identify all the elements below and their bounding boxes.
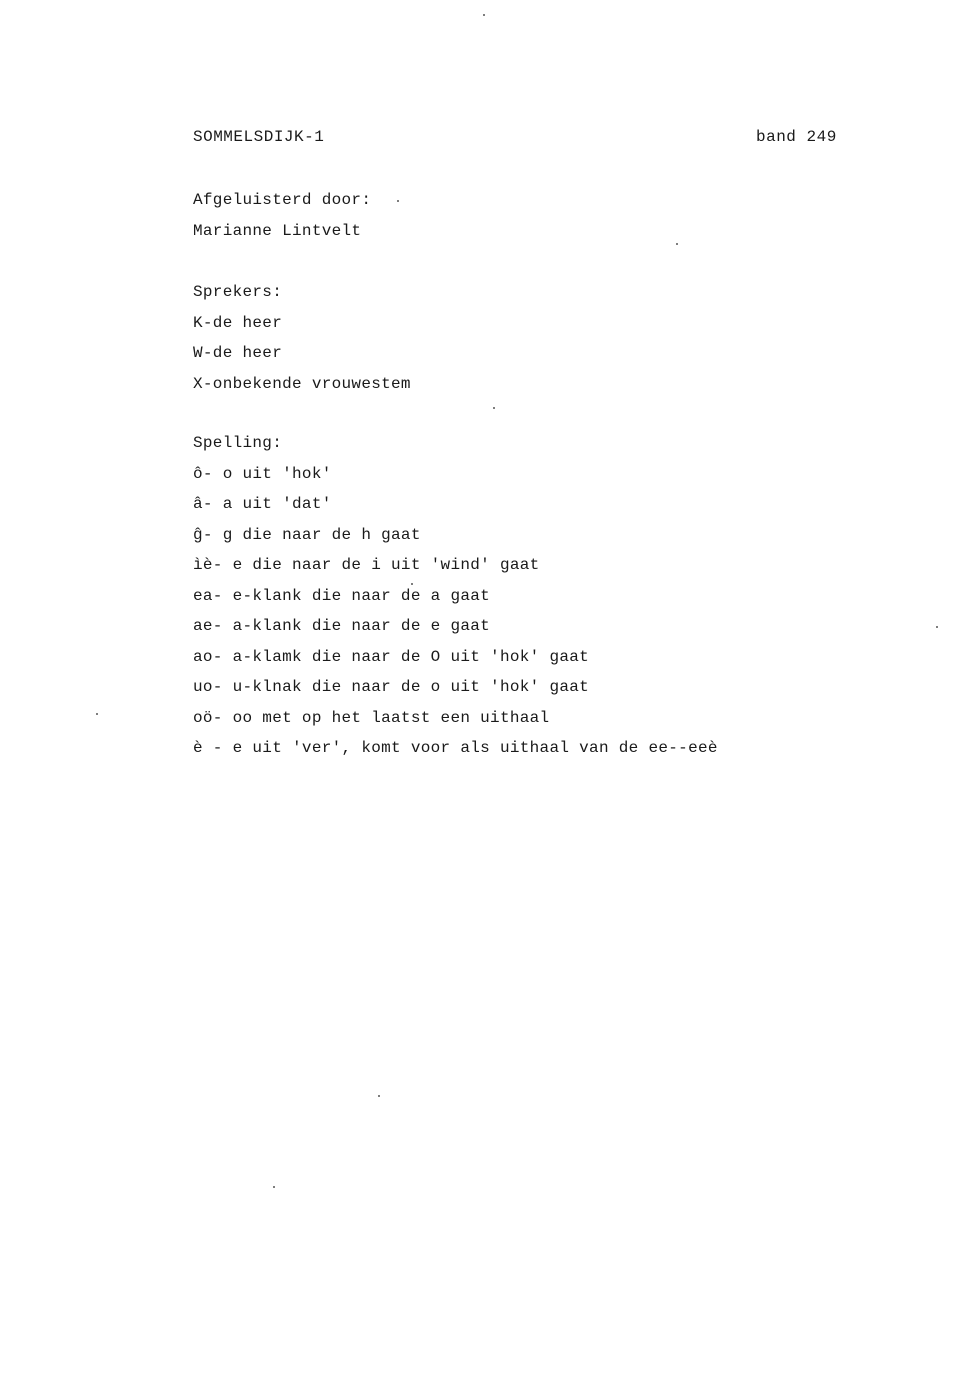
spelling-item: ae- a-klank die naar de e gaat: [193, 617, 491, 635]
document-title: SOMMELSDIJK-1: [193, 128, 325, 146]
scan-speck: [273, 1186, 275, 1188]
spelling-item: ao- a-klamk die naar de O uit 'hok' gaat: [193, 647, 590, 666]
spelling-section: [193, 428, 718, 764]
spelling-item: ĝ- g die naar de h gaat: [193, 525, 421, 544]
speaker-item: W-de heer: [193, 344, 283, 362]
spelling-item: ìè- e die naar de i uit 'wind' gaat: [193, 556, 540, 574]
speakers-label: Sprekers:: [193, 283, 283, 301]
transcriber-label: Afgeluisterd door:: [193, 191, 372, 209]
spelling-item: è - e uit 'ver', komt voor als uithaal van de ee--eeè: [193, 739, 718, 757]
scan-speck: [483, 14, 485, 16]
spelling-item: â- a uit 'dat': [193, 495, 332, 513]
band-number: band 249: [756, 128, 837, 146]
transcriber-section: [193, 185, 371, 246]
spelling-item: uo- u-klnak die naar de o uit 'hok' gaat: [193, 678, 590, 696]
spelling-item: ô- o uit 'hok': [193, 464, 332, 483]
scan-speck: [378, 1095, 380, 1097]
scan-speck: [96, 713, 98, 715]
speaker-item: X-onbekende vrouwestem: [193, 374, 411, 393]
scan-speck: [493, 407, 495, 409]
spelling-item: oö- oo met op het laatst een uithaal: [193, 708, 550, 727]
transcriber-name: Marianne Lintvelt: [193, 221, 362, 240]
scan-speck: [397, 200, 399, 202]
speaker-item: K-de heer: [193, 313, 283, 332]
spelling-label: Spelling:: [193, 434, 283, 452]
spelling-item: ea- e-klank die naar de a gaat: [193, 586, 491, 605]
scan-speck: [936, 626, 938, 628]
scan-speck: [411, 583, 413, 585]
scan-speck: [676, 243, 678, 245]
speakers-section: [193, 277, 411, 399]
